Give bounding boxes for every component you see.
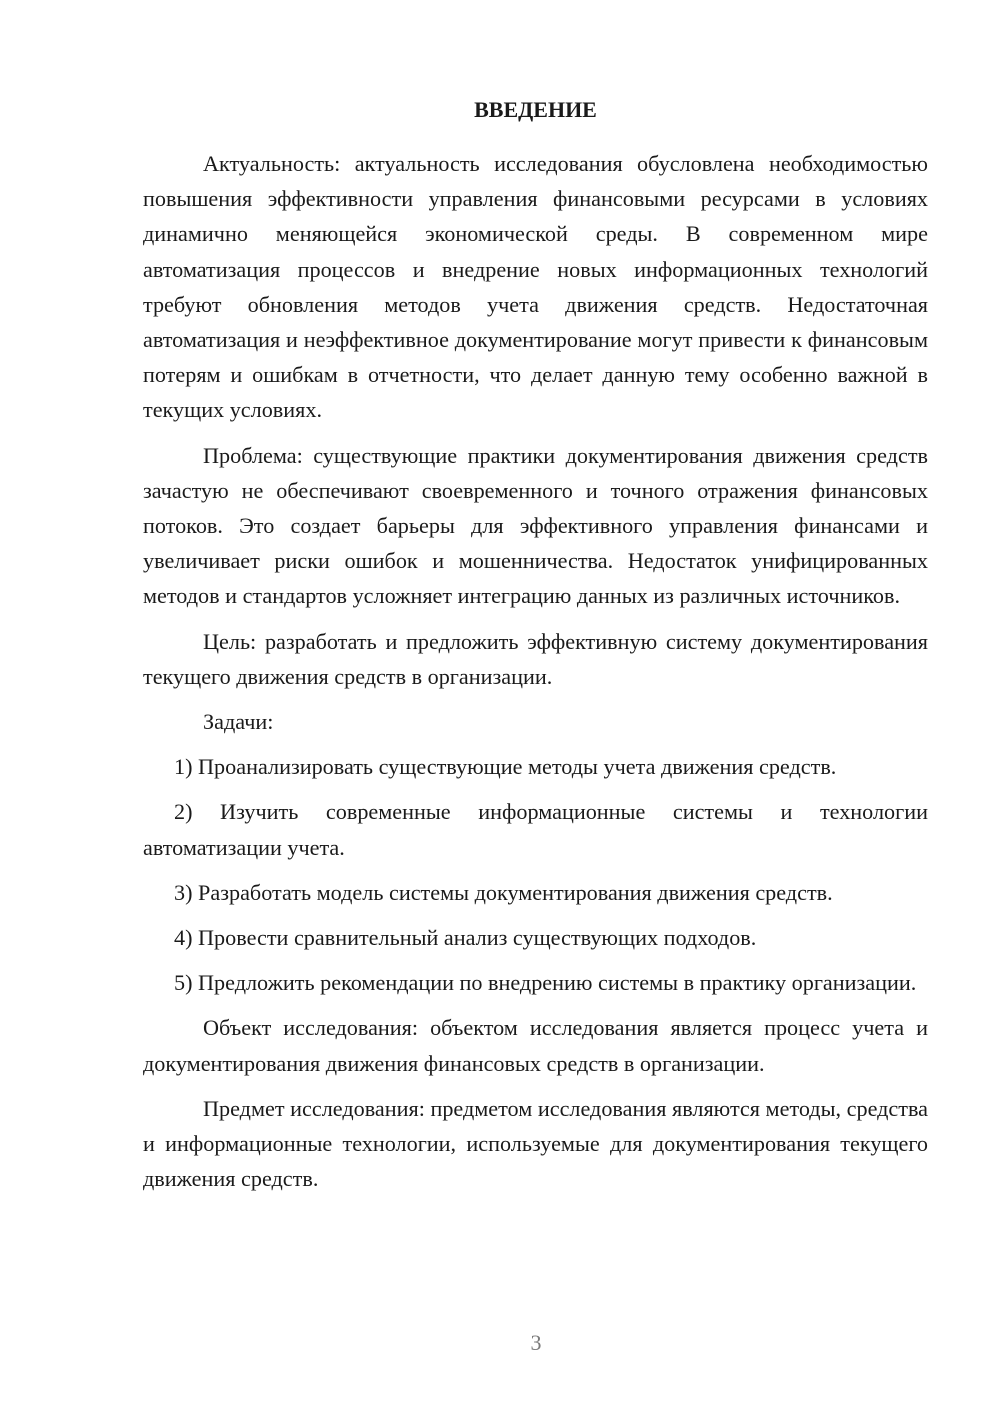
subject-paragraph: Предмет исследования: предметом исследования являются методы, средства и информационные технологии, используемые для документирования текущего движения средств.: [143, 1095, 928, 1192]
tasks-heading: Задачи:: [203, 709, 274, 735]
goal-paragraph: Цель: разработать и предложить эффективную систему документирования текущего движения средств в организации.: [143, 628, 928, 689]
task-item: 1) Проанализировать существующие методы учета движения средств.: [174, 754, 837, 780]
page-number: 3: [530, 1330, 542, 1355]
problem-paragraph: Проблема: существующие практики документирования движения средств зачастую не обеспечивают своевременного и точного отражения финансовых потоков. Это создает барьеры для эффективного управления финансами и увеличивает риски ошибок и мошенничества. Недостаток унифицированных методов и стандартов усложняет интеграцию данных из различных источников.: [143, 442, 928, 609]
task-item: 3) Разработать модель системы документирования движения средств.: [174, 879, 833, 905]
relevance-paragraph: Актуальность: актуальность исследования обусловлена необходимостью повышения эффективности управления финансовыми ресурсами в условиях динамично меняющейся экономической среды. В современном мире автоматизация процессов и внедрение новых информационных технологий требуют обновления методов учета движения средств. Недостаточная автоматизация и неэффективное документирование могут привести к финансовым потерям и ошибкам в отчетности, что делает данную тему особенно важной в текущих условиях.: [143, 151, 928, 423]
page-title: ВВЕДЕНИЕ: [474, 97, 597, 122]
task-item: 2) Изучить современные информационные системы и технологии автоматизации учета.: [143, 799, 928, 860]
object-paragraph: Объект исследования: объектом исследования является процесс учета и документирования движения финансовых средств в организации.: [143, 1015, 928, 1076]
document-page: [143, 92, 928, 1196]
task-item: 4) Провести сравнительный анализ существующих подходов.: [174, 925, 757, 951]
task-item: 5) Предложить рекомендации по внедрению системы в практику организации.: [174, 970, 917, 996]
